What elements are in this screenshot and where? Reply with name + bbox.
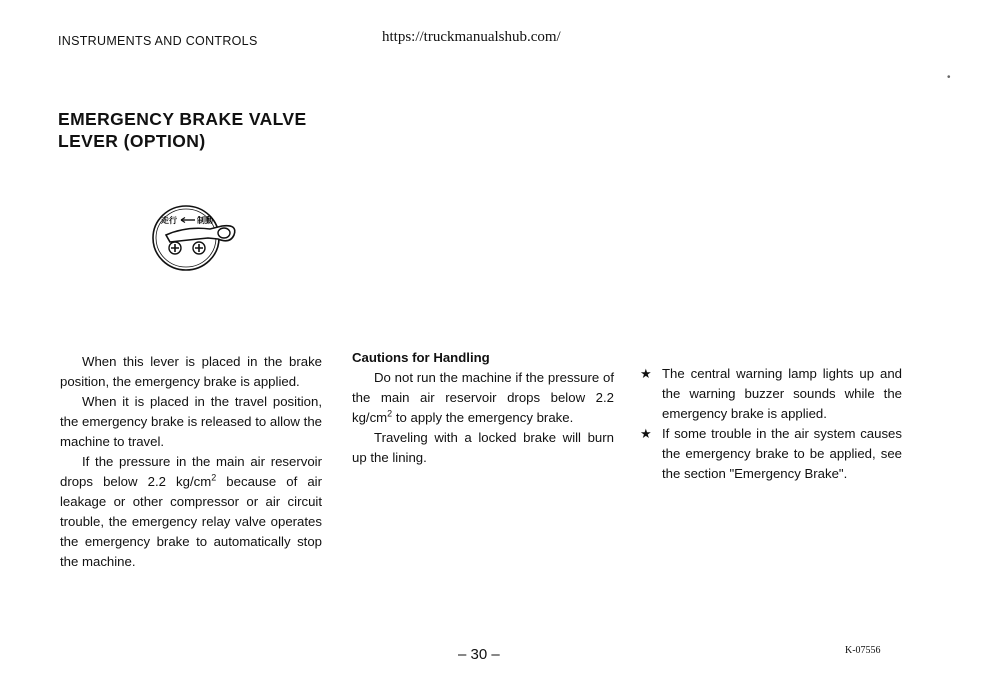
note-item bbox=[640, 424, 902, 484]
brake-valve-lever-icon bbox=[148, 202, 244, 276]
star-icon: ★ bbox=[640, 426, 652, 441]
paragraph-brake-position: When this lever is placed in the brake position, the emergency brake is applied. bbox=[60, 354, 322, 389]
paragraph-pressure-drop bbox=[60, 452, 322, 572]
cautions-heading: Cautions for Handling bbox=[352, 350, 490, 365]
note-item bbox=[640, 364, 902, 424]
figure-label-brake: 制動 bbox=[197, 216, 213, 225]
notes-column bbox=[640, 364, 902, 484]
title-line-1: EMERGENCY BRAKE VALVE bbox=[58, 109, 307, 129]
page-title bbox=[58, 108, 307, 152]
description-column bbox=[60, 352, 322, 572]
title-line-2: LEVER (OPTION) bbox=[58, 131, 206, 151]
document-code: K-07556 bbox=[845, 645, 881, 656]
caution-paragraph-2: Traveling with a locked brake will burn up the lining. bbox=[352, 430, 614, 465]
pressure-text-cont: because of air leakage or other compressor or air circuit trouble, the emergency relay valve operates the emergency brake to automatically stop the machine. bbox=[60, 474, 322, 569]
source-url: https://truckmanualshub.com/ bbox=[382, 29, 561, 45]
star-icon: ★ bbox=[640, 366, 652, 381]
note-text: The central warning lamp lights up and the warning buzzer sounds while the emergency brake is applied. bbox=[662, 366, 902, 421]
caution-paragraph-1 bbox=[352, 368, 614, 428]
cautions-column bbox=[352, 348, 614, 468]
figure-label-travel: 走行 bbox=[161, 216, 177, 225]
paragraph-travel-position: When it is placed in the travel position, the emergency brake is released to allow the machine to travel. bbox=[60, 394, 322, 449]
section-header: INSTRUMENTS AND CONTROLS bbox=[58, 34, 258, 48]
pressure-text: If the pressure in the main air reservoir drops below 2.2 kg/cm bbox=[60, 454, 322, 489]
caution-text: Do not run the machine if the pressure of the main air reservoir drops below 2.2 kg/cm bbox=[352, 370, 614, 425]
note-text: If some trouble in the air system causes the emergency brake to be applied, see the section "Emergency Brake". bbox=[662, 426, 902, 481]
stray-mark: • bbox=[947, 72, 951, 83]
caution-text-cont: to apply the emergency brake. bbox=[392, 410, 574, 425]
superscript: 2 bbox=[211, 472, 217, 483]
page-number: – 30 – bbox=[458, 646, 500, 663]
superscript: 2 bbox=[387, 408, 393, 419]
